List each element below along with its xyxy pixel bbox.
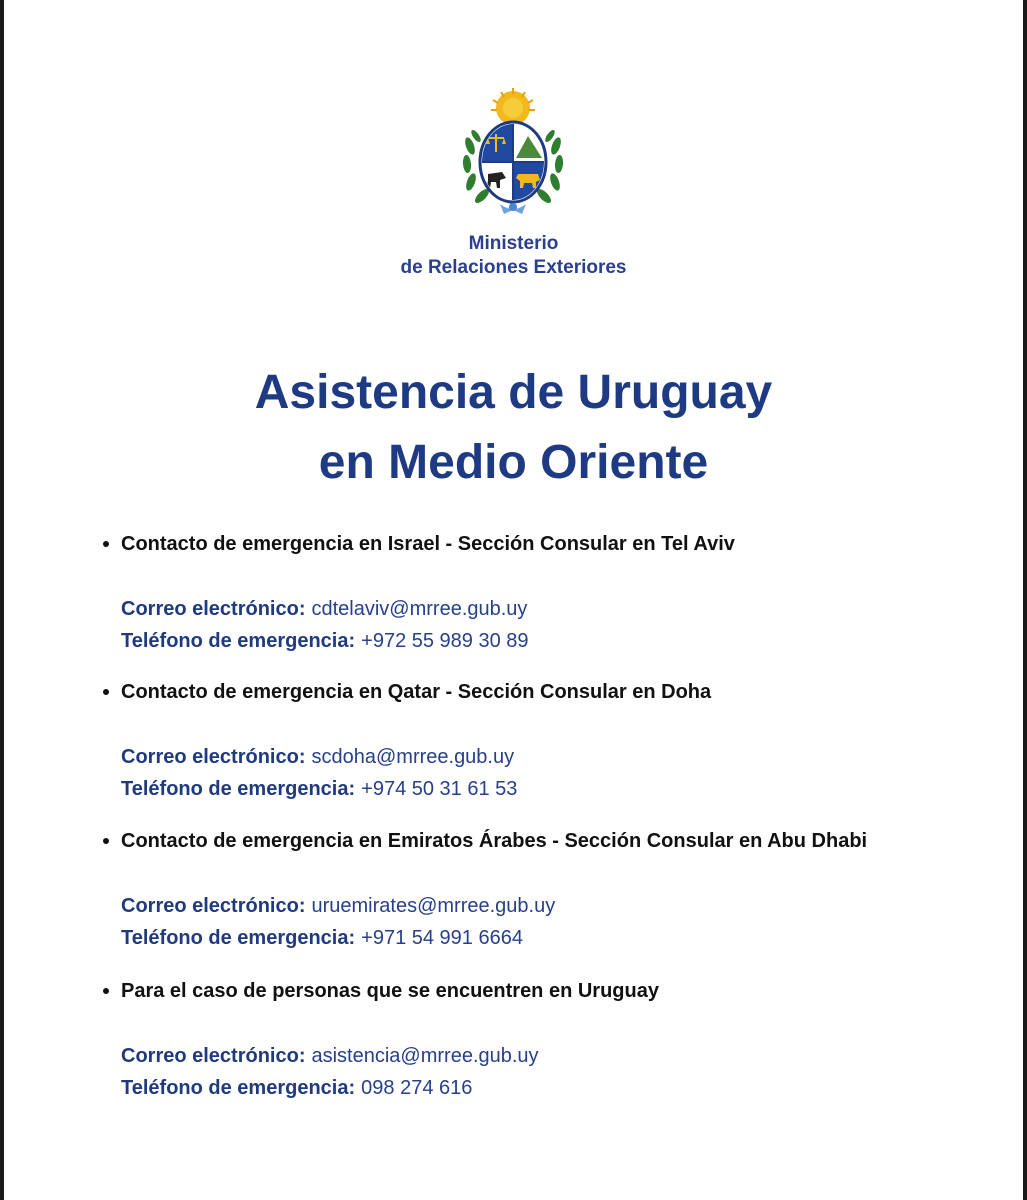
email-line [121,741,1000,773]
email-link[interactable]: uruemirates@mrree.gub.uy [311,895,556,917]
list-item [100,529,1000,559]
email-label: Correo electrónico: [121,1045,306,1067]
section-heading: Contacto de emergencia en Israel - Sección Consular en Tel Aviv [121,532,735,555]
email-label: Correo electrónico: [121,895,306,917]
phone-link[interactable]: +974 50 31 61 53 [361,778,518,800]
contact-details [121,741,1000,805]
phone-link[interactable]: +971 54 991 6664 [361,927,523,949]
section-heading: Para el caso de personas que se encuentren en Uruguay [121,979,659,1002]
phone-label: Teléfono de emergencia: [121,778,356,800]
right-border [1023,0,1027,1200]
phone-label: Teléfono de emergencia: [121,927,356,949]
list-item [100,677,1000,707]
list-item [100,826,1000,856]
phone-line [121,773,1000,805]
phone-label: Teléfono de emergencia: [121,630,356,652]
email-link[interactable]: cdtelaviv@mrree.gub.uy [311,598,528,620]
contact-details [121,890,1000,954]
email-label: Correo electrónico: [121,598,306,620]
section-heading: Contacto de emergencia en Emiratos Árabes - Sección Consular en Abu Dhabi [121,829,868,852]
uruguay-coat-of-arms-icon [460,86,566,220]
ministry-line-1: Ministerio [468,233,559,254]
phone-label: Teléfono de emergencia: [121,1077,356,1099]
contact-section-emirates [100,826,1000,954]
contact-section-uruguay [100,976,1000,1104]
shield-icon [480,122,546,202]
contact-details [121,593,1000,657]
email-line [121,1040,1000,1072]
email-line [121,593,1000,625]
sun-icon [491,88,535,125]
contact-section-israel [100,529,1000,657]
bullet-icon [103,838,109,844]
bullet-icon [103,541,109,547]
ribbon-icon [500,203,526,214]
left-border [0,0,4,1200]
ministry-line-2: de Relaciones Exteriores [400,257,627,278]
bullet-icon [103,988,109,994]
ministry-name [0,232,1027,280]
title-line-1: Asistencia de Uruguay [254,366,773,419]
contact-section-qatar [100,677,1000,805]
phone-line [121,625,1000,657]
phone-link[interactable]: 098 274 616 [361,1077,473,1099]
list-item [100,976,1000,1006]
title-line-2: en Medio Oriente [318,436,709,489]
phone-line [121,922,1000,954]
section-heading: Contacto de emergencia en Qatar - Sección Consular en Doha [121,680,712,703]
contact-details [121,1040,1000,1104]
page-title [0,358,1027,498]
email-label: Correo electrónico: [121,746,306,768]
phone-line [121,1072,1000,1104]
email-link[interactable]: scdoha@mrree.gub.uy [311,746,515,768]
bullet-icon [103,689,109,695]
email-link[interactable]: asistencia@mrree.gub.uy [311,1045,539,1067]
phone-link[interactable]: +972 55 989 30 89 [361,630,529,652]
email-line [121,890,1000,922]
